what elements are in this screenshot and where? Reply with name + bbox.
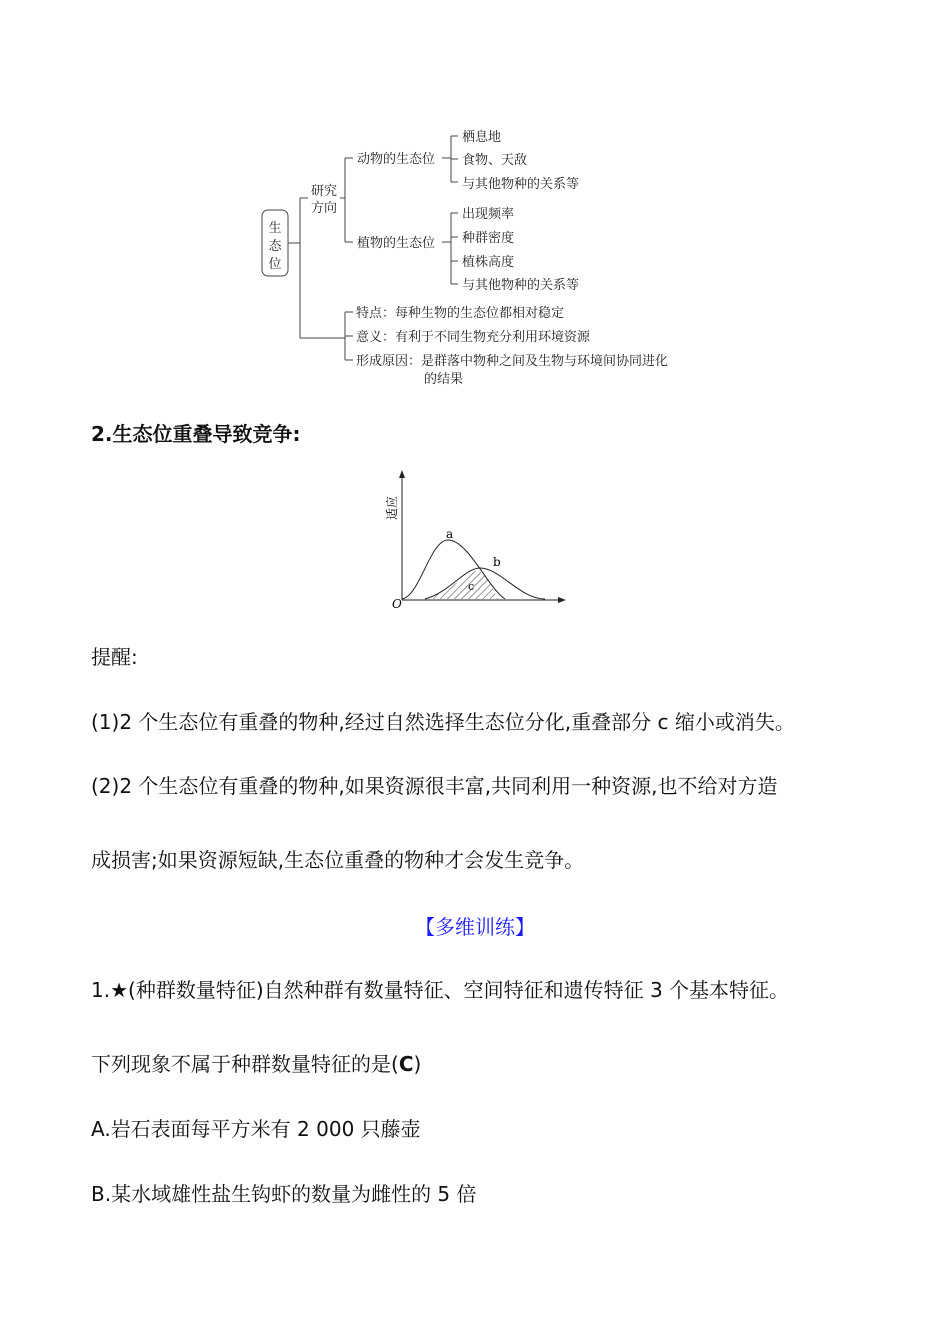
branch-research-line1: 研究 [310,184,338,199]
y-axis-label: 适应 [385,495,399,520]
plant-item-2: 种群密度 [462,231,515,246]
plant-item-1: 出现频率 [462,207,515,222]
trait-significance: 意义：有利于不同生物充分利用环境资源 [356,330,591,345]
question-stem-1: 1.★(种群数量特征)自然种群有数量特征、空间特征和遗传特征 3 个基本特征。 [91,978,790,1002]
option-b: B.某水域雄性盐生钩虾的数量为雌性的 5 倍 [91,1182,477,1206]
overlap-label-c: c [468,580,475,593]
curve-b-label: b [493,555,501,569]
question-stem-2-close: ) [413,1052,422,1076]
option-a: A.岩石表面每平方米有 2 000 只藤壶 [91,1117,421,1141]
x-axis-arrow [558,597,566,603]
animal-item-3: 与其他物种的关系等 [462,177,580,192]
plant-item-4: 与其他物种的关系等 [462,278,580,293]
answer: C [398,1052,414,1076]
niche-overlap-graph [380,468,580,618]
plant-item-3: 植株高度 [462,255,515,270]
section-heading: 2.生态位重叠导致竞争: [91,422,301,446]
animal-item-2: 食物、天敌 [462,153,528,168]
y-axis-arrow [399,470,405,478]
root-char-3: 位 [268,257,282,272]
animal-item-1: 栖息地 [462,130,502,145]
root-char-1: 生 [268,221,282,236]
trait-cause: 形成原因：是群落中物种之间及生物与环境间协同进化 [356,354,669,369]
curve-a-label: a [446,527,454,541]
reminder-point-1: (1)2 个生态位有重叠的物种,经过自然选择生态位分化,重叠部分 c 缩小或消失。 [91,710,795,734]
section-title: 【多维训练】 [415,915,535,939]
animal-niche-label: 动物的生态位 [357,152,436,167]
reminder-point-2b: 成损害;如果资源短缺,生态位重叠的物种才会发生竞争。 [91,848,585,872]
trait-feature: 特点：每种生物的生态位都相对稳定 [356,306,565,321]
reminder-point-2a: (2)2 个生态位有重叠的物种,如果资源很丰富,共同利用一种资源,也不给对方造 [91,774,778,798]
question-stem-2-text: 下列现象不属于种群数量特征的是( [91,1052,399,1076]
trait-cause-cont: 的结果 [424,372,464,387]
plant-niche-label: 植物的生态位 [357,236,436,251]
origin-label: O [392,597,402,611]
question-stem-2 [91,1050,421,1078]
branch-research-line2: 方向 [310,201,338,216]
reminder-title: 提醒: [91,645,138,669]
root-char-2: 态 [268,239,282,254]
niche-mind-map [250,120,720,395]
